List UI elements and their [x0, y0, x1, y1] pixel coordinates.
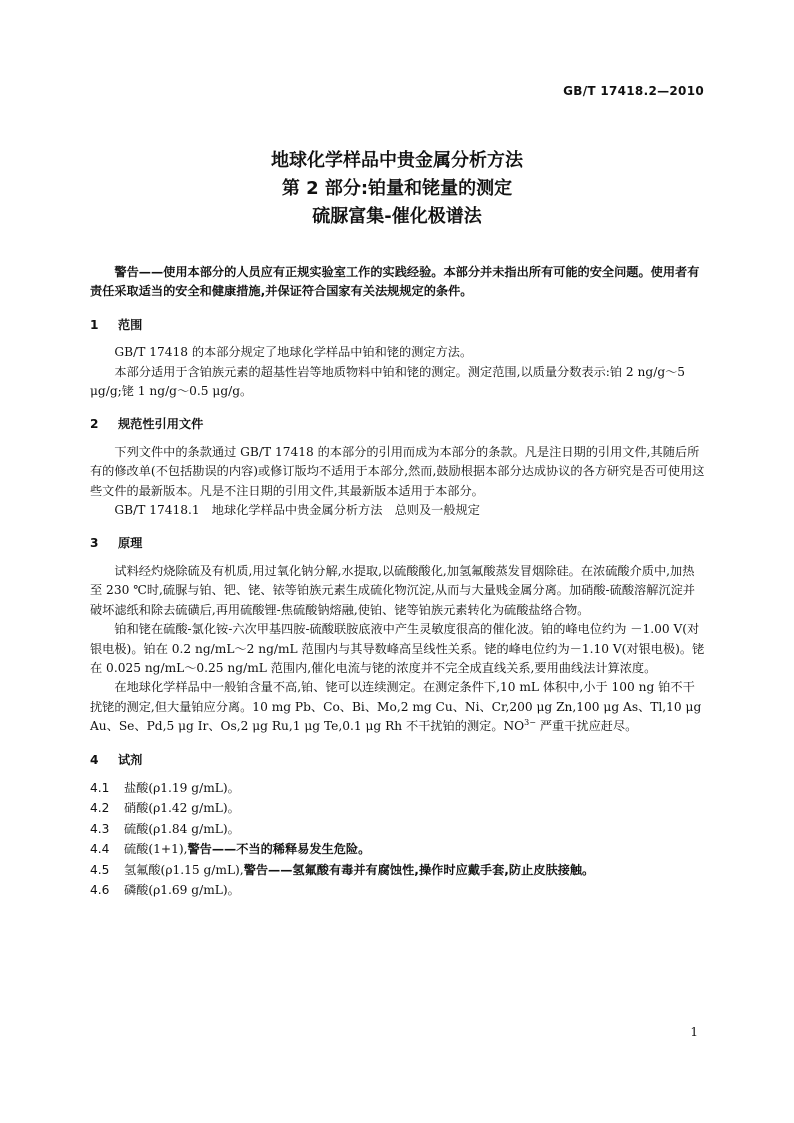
reference-item: GB/T 17418.1 地球化学样品中贵金属分析方法 总则及一般规定 [114, 503, 480, 518]
section-number: 2 [90, 417, 99, 432]
reagent-warning: 警告——氢氟酸有毒并有腐蚀性,操作时应戴手套,防止皮肤接触。 [243, 862, 595, 877]
page-number: 1 [690, 1025, 698, 1039]
reagent-text: 硝酸(ρ1.42 g/mL)。 [124, 801, 240, 816]
reagent-item [90, 860, 706, 881]
reagent-item [90, 880, 706, 901]
reagent-number: 4.6 [90, 883, 110, 898]
section-number: 4 [90, 752, 99, 767]
reagent-number: 4.4 [90, 842, 110, 857]
section-heading-scope [90, 316, 706, 335]
document-body [90, 263, 706, 901]
section-heading-reagents [90, 751, 706, 770]
reagent-number: 4.3 [90, 821, 110, 836]
reagent-text: 磷酸(ρ1.69 g/mL)。 [124, 883, 240, 898]
title-line-2: 第 2 部分:铂量和铑量的测定 [281, 178, 513, 199]
reagent-item [90, 778, 706, 799]
reagent-warning: 警告——不当的稀释易发生危险。 [187, 842, 371, 857]
document-title [0, 147, 794, 231]
standard-number: GB/T 17418.2—2010 [563, 84, 704, 98]
reagent-number: 4.2 [90, 801, 110, 816]
reagent-text: 硫酸(ρ1.84 g/mL)。 [124, 821, 240, 836]
references-paragraph: 下列文件中的条款通过 GB/T 17418 的本部分的引用而成为本部分的条款。凡是注日期的引用文件,其随后所有的修改单(不包括勘误的内容)或修订版均不适用于本部分,然而,鼓励根据本部分达成协议的各方研究是否可使用这些文件的最新版本。凡是不注日期的引用文件,其最新版本适用于本部分。 [90, 444, 705, 498]
section-heading-principle [90, 534, 706, 553]
scope-paragraph-2: 本部分适用于含铂族元素的超基性岩等地质物料中铂和铑的测定。测定范围,以质量分数表示:铂 2 ng/g～5 μg/g;铑 1 ng/g～0.5 μg/g。 [90, 364, 686, 399]
principle-paragraph-3-text: 在地球化学样品中一般铂含量不高,铂、铑可以连续测定。在测定条件下,10 mL 体积中,小于 100 ng 铂不干扰铑的测定,但大量铂应分离。10 mg Pb、Co、Bi、Mo,2 mg Cu、Ni、Cr,200 μg Zn,100 μg As、Tl,10 μg Au、Se、Pd,5 μg Ir、Os,2 μg Ru,1 μg Te,0.1 μg Rh 不干扰铂的测定。NO [90, 680, 702, 734]
section-number: 1 [90, 317, 99, 332]
section-number: 3 [90, 536, 99, 551]
reagent-item [90, 819, 706, 840]
warning-paragraph: 警告——使用本部分的人员应有正规实验室工作的实践经验。本部分并未指出所有可能的安全问题。使用者有责任采取适当的安全和健康措施,并保证符合国家有关法规规定的条件。 [90, 265, 700, 299]
section-title: 规范性引用文件 [118, 417, 204, 432]
section-heading-normative-references [90, 415, 706, 434]
reagent-text: 氢氟酸(ρ1.15 g/mL), [124, 862, 244, 877]
reagent-text: 盐酸(ρ1.19 g/mL)。 [124, 780, 240, 795]
principle-paragraph-3-tail: 严重干扰应赶尽。 [535, 719, 638, 734]
reagent-number: 4.5 [90, 862, 110, 877]
nitrate-superscript: 3− [524, 718, 536, 728]
principle-paragraph-2: 铂和铑在硫酸-氯化铵-六次甲基四胺-硫酸联胺底液中产生灵敏度很高的催化波。铂的峰电位约为 －1.00 V(对银电极)。铂在 0.2 ng/mL～2 ng/mL 范围内与其导数峰高呈线性关系。铑的峰电位约为－1.10 V(对银电极)。铑在 0.025 ng/mL～0.25 ng/mL 范围内,催化电流与铑的浓度并不完全成直线关系,要用曲线法计算浓度。 [90, 622, 705, 675]
section-title: 原理 [118, 536, 143, 551]
title-line-1: 地球化学样品中贵金属分析方法 [271, 150, 523, 171]
principle-paragraph-3 [90, 678, 706, 736]
reagent-text: 硫酸(1+1), [124, 842, 188, 857]
reagent-item [90, 839, 706, 860]
section-title: 试剂 [118, 752, 143, 767]
reagent-number: 4.1 [90, 780, 110, 795]
reagent-item [90, 798, 706, 819]
principle-paragraph-1: 试料经灼烧除硫及有机质,用过氧化钠分解,水提取,以硫酸酸化,加氢氟酸蒸发冒烟除硅。在浓硫酸介质中,加热至 230 ℃时,硫脲与铂、钯、铑、铱等铂族元素生成硫化物沉淀,从而与大量贱金属分离。加硝酸-硫酸溶解沉淀并破坏滤纸和除去硫磺后,再用硫酸锂-焦硫酸钠熔融,使铂、铑等铂族元素转化为硫酸盐络合物。 [90, 563, 695, 617]
section-title: 范围 [118, 317, 143, 332]
title-line-3: 硫脲富集-催化极谱法 [312, 206, 482, 227]
scope-paragraph-1: GB/T 17418 的本部分规定了地球化学样品中铂和铑的测定方法。 [114, 345, 473, 360]
